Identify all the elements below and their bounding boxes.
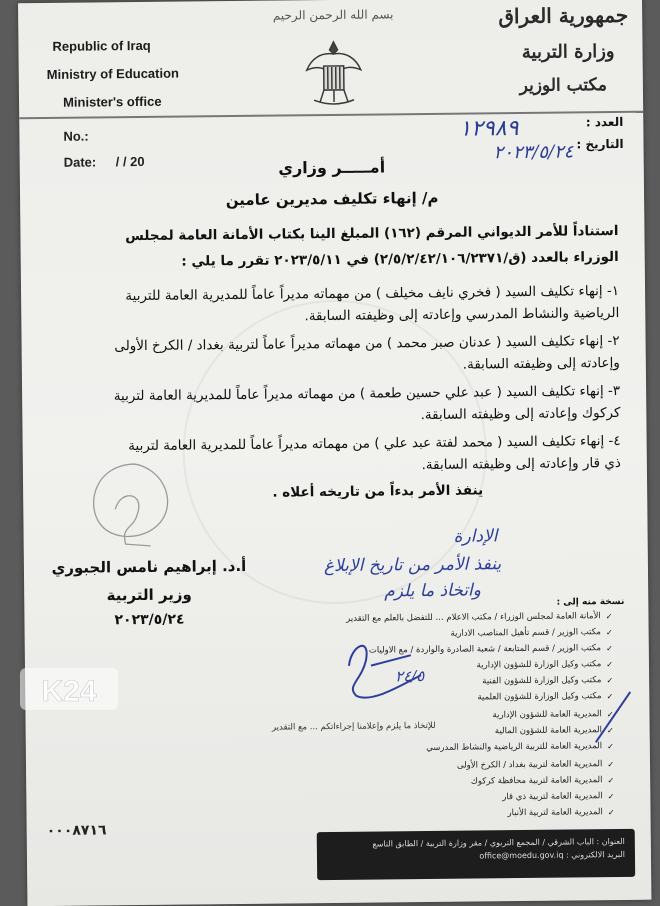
item-3-line-1: ٣- إنهاء تكليف السيد ( عبد علي حسين طعمة ) من مهماته مديراً عاماً للمديرية العامة لتربية [40, 379, 620, 409]
header-country-en: Republic of Iraq [52, 38, 150, 54]
document-page [18, 0, 651, 906]
header-country-ar: جمهورية العراق [498, 3, 628, 28]
cc-checkmark-scribble-icon [585, 687, 636, 748]
order-title: أمـــــر وزاري [20, 155, 644, 181]
date-label: Date: [64, 154, 97, 169]
handwritten-note-line-3: واتخاذ ما يلزم [384, 580, 481, 601]
signatory-name: أ.د. إبراهيم نامس الجبوري [44, 557, 254, 577]
cc-item: ✓ مكتب الوزير / قسم تأهيل المناصب الادارية [450, 627, 612, 639]
serial-number: ٠٠٠٨٧١٦ [47, 822, 107, 839]
k24-logo-text: K24 [41, 675, 96, 708]
item-2-line-2: وإعادته إلى وظيفته السابقة. [40, 351, 620, 381]
effective-statement: ينفذ الأمر بدءاً من تاريخه أعلاه . [123, 482, 483, 502]
signatory-title: وزير التربية [44, 585, 254, 605]
cc-item: ✓ المديرية العامة للشؤون الإدارية [492, 709, 613, 720]
preamble-line-2: الوزراء بالعدد (ق/٢/٥/٢/٤٢/١٠٦/٢٣٧١) في ٢٠٢٣/٥/١١ تقرر ما يلي : [39, 245, 619, 275]
cc-item: ✓ المديرية العامة لتربية بغداد / الكرخ الأولى [457, 759, 614, 771]
header-ministry-en: Ministry of Education [47, 66, 179, 82]
item-3-line-2: كركوك وإعادته إلى وظيفته السابقة. [40, 401, 620, 431]
signature-scribble-icon [75, 454, 186, 565]
cc-item: ✓ الأمانة العامة لمجلس الوزراء / مكتب الاعلام ... للتفضل بالعلم مع التقدير [346, 611, 612, 624]
cc-item: ✓ المديرية العامة لتربية محافظة كركوك [471, 775, 614, 787]
cc-heading: نسخة منه إلى : [557, 597, 625, 608]
cc-item: ✓ المديرية العامة لتربية الأنبار [507, 807, 614, 818]
item-4-line-1: ٤- إنهاء تكليف السيد ( محمد لفتة عبد علي ) من مهماته مديراً عاماً للمديرية العامة لتربية [41, 429, 621, 459]
cc-item: ✓ المديرية العامة للتربية الرياضية والنشاط المدرسي [426, 741, 614, 753]
signature-date: ٢٠٢٣/٥/٢٤ [44, 611, 254, 629]
date-blank: / / 20 [116, 154, 145, 169]
cc-item: ✓ مكتب وكيل الوزارة للشؤون العلمية [477, 691, 613, 702]
order-subject: م/ إنهاء تكليف مديرين عامين [20, 187, 644, 212]
basmala: بسم الله الرحمن الرحيم [228, 7, 438, 23]
header-office-en: Minister's office [63, 94, 162, 110]
item-1-line-2: الرياضية والنشاط المدرسي وإعادته إلى وظيفته السابقة. [39, 301, 619, 331]
handwritten-note-line-1: الإدارة [454, 526, 498, 546]
handwritten-initials-icon [341, 625, 442, 706]
cc-item: ✓ مكتب وكيل الوزارة للشؤون الإدارية [477, 659, 613, 670]
cc-item: ✓ المديرية العامة للشؤون المالية [495, 725, 614, 736]
footer-email: البريد الالكتروني : office@moedu.gov.iq [317, 848, 635, 864]
no-label: No.: [63, 129, 88, 144]
header-divider [19, 111, 643, 120]
header-ministry-ar: وزارة التربية [522, 41, 615, 63]
iraq-eagle-emblem-icon [303, 36, 364, 111]
ar-number-label: العدد : [586, 115, 624, 129]
initials-date: ٢٤/٥ [395, 667, 424, 685]
ar-date-label: التاريخ : [576, 137, 623, 151]
cc-item: ✓ المديرية العامة لتربية ذي قار [502, 791, 614, 802]
handwritten-date: ٢٠٢٣/٥/٢٤ [493, 141, 573, 163]
footer-address-bar [317, 829, 635, 880]
item-4-line-2: ذي قار وإعادته إلى وظيفته السابقة. [41, 451, 621, 481]
cc-item: ✓ مكتب الوزير / قسم المتابعة / شعبة الصادرة والواردة / مع الاوليات [369, 643, 613, 656]
k24-logo-icon [20, 664, 120, 714]
cc-item: ✓ مكتب وكيل الوزارة للشؤون الفنية [482, 675, 613, 686]
handwritten-number: ١٢٩٨٩ [459, 116, 518, 142]
handwritten-note-line-2: ينفذ الأمر من تاريخ الإبلاغ [324, 554, 501, 576]
header-office-ar: مكتب الوزير [520, 75, 607, 96]
preamble-line-1: استناداً للأمر الديواني المرقم (١٦٢) المبلغ الينا بكتاب الأمانة العامة لمجلس [38, 219, 618, 249]
item-1-line-1: ١- إنهاء تكليف السيد ( فخري نايف مخيلف ) من مهماته مديراً عاماً للمديرية العامة للتربية [39, 279, 619, 309]
footer-address: العنوان : الباب الشرقي / المجمع التربوي / مقر وزارة التربية / الطابق التاسع [317, 829, 635, 851]
cc-closing: للإتخاذ ما يلزم وإعلامنا إجراءاتكم ... مع التقدير [176, 721, 436, 734]
item-2-line-1: ٢- إنهاء تكليف السيد ( عدنان صبر محمد ) من مهماته مديراً عاماً لتربية بغداد / الكرخ الأولى [39, 329, 619, 359]
